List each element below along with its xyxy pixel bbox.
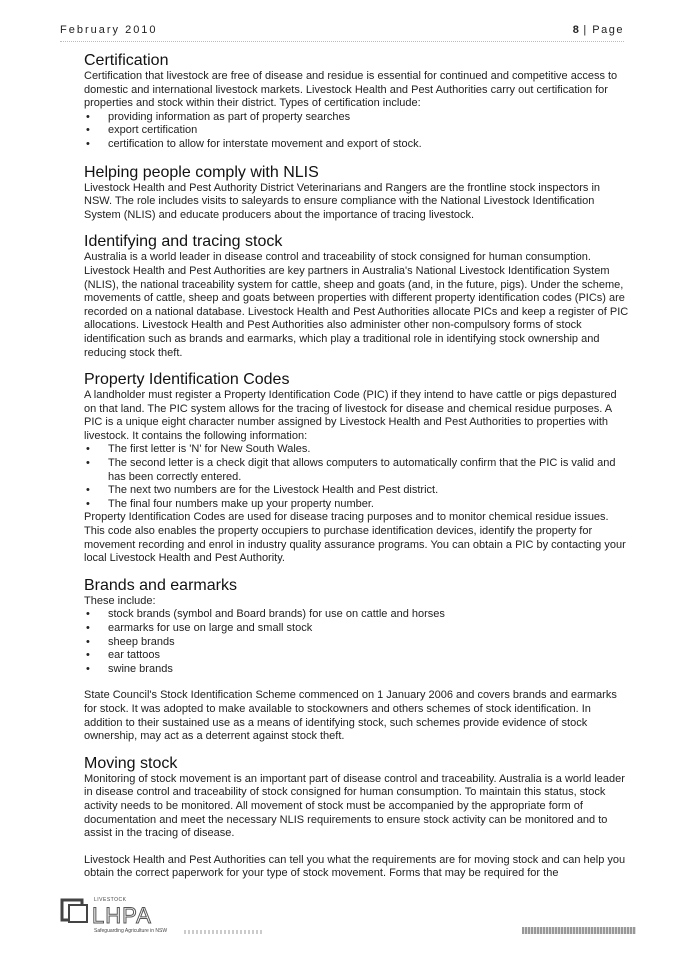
section-nlis — [84, 164, 630, 223]
section-paragraph: Australia is a world leader in disease control and traceability of stock consigned for human consumption. Livestock Health and Pest Authorities are key partners in Australia's National Livestock Identification System (NLIS), the national traceability system for cattle, sheep and goats (and, in the future, pigs). Under the scheme, movements of cattle, sheep and goats between properties with different property identification codes (PICs) are recorded on a national database. Livestock Health and Pest Authorities allocate PICs and keep a register of PIC allocations. Livestock Health and Pest Authorities also administer other non-compulsory forms of stock identification such as brands and earmarks, which play a traditional role in identifying stock ownership and reducing stock theft. — [84, 251, 629, 359]
section-pic — [84, 371, 630, 566]
bullet-list — [84, 608, 630, 676]
scan-artifact — [184, 930, 264, 934]
list-item: • sheep brands — [84, 636, 630, 650]
logo-small-text: LIVESTOCK — [94, 897, 127, 903]
section-paragraph: Monitoring of stock movement is an important part of disease control and traceability. Australia is a world leader in disease control and traceability of stock consigned for human consumption. To maintain this status, stock activity needs to be monitored. All movement of stock must be accompanied by the appropriate form of documentation and meet the necessary NLIS requirements to ensure stock activity can be monitored and to assist in the tracing of disease. — [84, 772, 625, 840]
list-item: • earmarks for use on large and small stock — [84, 622, 630, 636]
section-paragraph: Livestock Health and Pest Authority District Veterinarians and Rangers are the frontline stock inspectors in NSW. The role includes visits to saleyards to ensure compliance with the National Livestock Identification System (NLIS) and educate producers about the importance of tracing livestock. — [84, 181, 601, 221]
page-header — [60, 24, 624, 40]
list-item: • ear tattoos — [84, 649, 630, 663]
scan-artifact — [522, 927, 636, 934]
section-heading: Helping people comply with NLIS — [84, 163, 319, 181]
section-heading: Identifying and tracing stock — [84, 233, 283, 251]
section-moving — [84, 755, 630, 881]
list-item: • stock brands (symbol and Board brands) for use on cattle and horses — [84, 608, 630, 622]
list-item: • The second letter is a check digit that allows computers to automatically confirm that the PIC is valid and has been correctly entered. — [84, 457, 630, 484]
logo-tagline: Safeguarding Agriculture in NSW — [94, 928, 168, 934]
bullet-list — [84, 111, 630, 152]
section-paragraph: State Council's Stock Identification Scheme commenced on 1 January 2006 and covers brands and earmarks for stock. It was adopted to make available to stockowners and others schemes of stock identification. In addition to their sustained use as a means of identifying stock, such schemes provide evidence of stock ownership, may act as a deterrent against stock theft. — [84, 689, 617, 743]
section-heading: Brands and earmarks — [84, 576, 237, 594]
logo-text: LHPA — [92, 903, 152, 928]
lhpa-logo-icon — [60, 897, 90, 925]
list-item: • certification to allow for interstate movement and export of stock. — [84, 138, 630, 152]
section-paragraph: Certification that livestock are free of disease and residue is essential for continued and competitive access to domestic and international livestock markets. Livestock Health and Pest Authorities carry out certification for properties and stock within their district. Types of certification include: — [84, 70, 618, 110]
page-number: 8 — [572, 24, 579, 36]
list-item: • The next two numbers are for the Livestock Health and Pest district. — [84, 484, 630, 498]
header-page-number — [573, 24, 624, 36]
list-item: • swine brands — [84, 663, 630, 677]
section-paragraph: Livestock Health and Pest Authorities can tell you what the requirements are for moving stock and can help you obtain the correct paperwork for your type of stock movement. Forms that may be required for the — [84, 853, 626, 880]
section-paragraph: A landholder must register a Property Identification Code (PIC) if they intend to have cattle or pigs depastured on that land. The PIC system allows for the tracing of livestock for disease and chemical residue purposes. A PIC is a unique eight character number assigned by Livestock Health and Pest Authorities to properties with livestock. It contains the following information: — [84, 389, 617, 442]
section-paragraph: Property Identification Codes are used for disease tracing purposes and to monitor chemical residue issues. This code also enables the property occupiers to purchase identification devices, identify the property for movement recording and enrol in industry quality assurance programs. You can obtain a PIC by contacting your local Livestock Health and Pest Authority. — [84, 511, 626, 565]
document-body — [84, 52, 630, 892]
section-paragraph: These include: — [84, 594, 156, 607]
list-item: • export certification — [84, 124, 630, 138]
section-brands — [84, 577, 630, 744]
header-divider — [60, 41, 624, 42]
page-label: | Page — [583, 24, 624, 36]
header-date: February 2010 — [60, 24, 158, 36]
section-identifying — [84, 233, 630, 360]
list-item: • providing information as part of property searches — [84, 111, 630, 125]
footer-logo — [60, 893, 180, 943]
section-heading: Property Identification Codes — [84, 371, 290, 389]
bullet-list — [84, 443, 630, 511]
list-item: • The final four numbers make up your property number. — [84, 498, 630, 512]
section-certification — [84, 52, 630, 152]
list-item: • The first letter is 'N' for New South Wales. — [84, 443, 630, 457]
section-heading: Certification — [84, 52, 169, 69]
section-heading: Moving stock — [84, 754, 178, 772]
